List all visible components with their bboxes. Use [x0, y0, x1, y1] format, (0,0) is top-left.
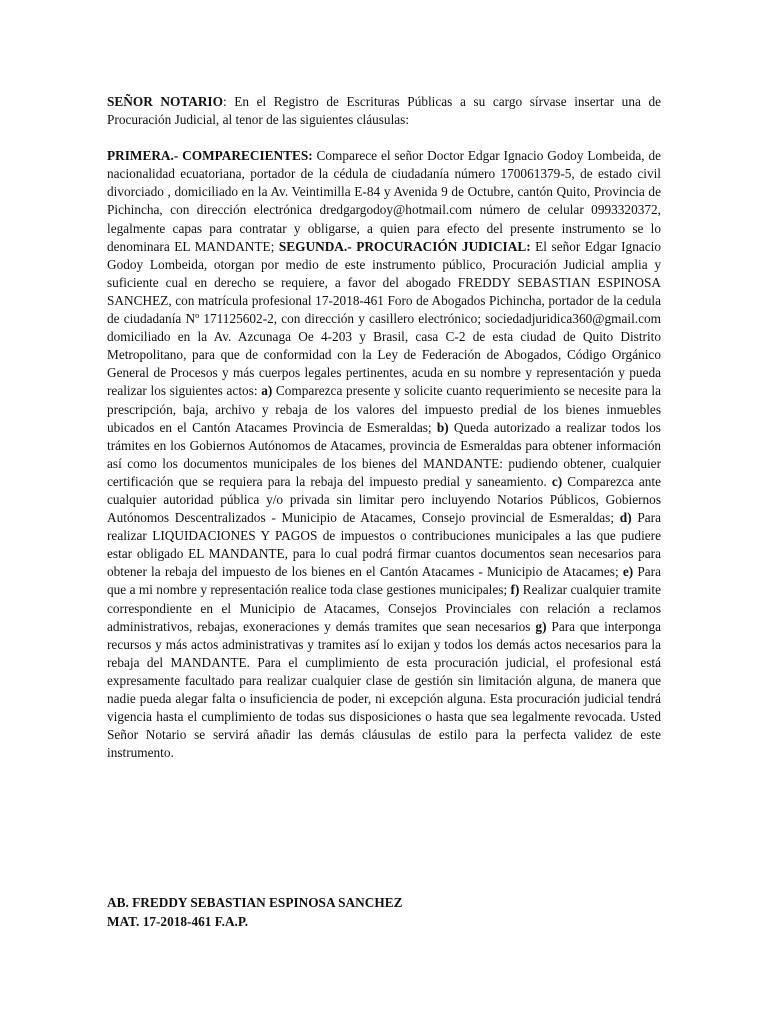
item-g-label: g): [535, 618, 547, 634]
item-a-text: Comparezca presente y solicite cuanto requerimiento se necesite para la prescripción, baja, archivo y rebaja de los valores del impuesto predial de los bienes inmuebles ubicados en el Cantón Atacames Provincia de Esmeraldas;: [107, 383, 661, 435]
primera-text: Comparece el señor Doctor Edgar Ignacio Godoy Lombeida, de nacionalidad ecuatoriana, portador de la cédula de ciudadanía número 170061379-5, de estado civil divorciado , domiciliado en la Av. Veintimilla E-84 y Avenida 9 de Octubre, cantón Quito, Provincia de Pichincha, con dirección electrónica dredgargodoy@hotmail.com número de celular 0993320372, legalmente capas para contratar y obligarse, a quien para efecto del presente instrumento se lo denominara EL MANDANTE;: [107, 148, 661, 254]
intro-paragraph: [107, 93, 661, 129]
item-e-label: e): [622, 564, 634, 580]
item-b-text: Queda autorizado a realizar todos los trámites en los Gobiernos Autónomos de Atacames, provincia de Esmeraldas para obtener información así como los documentos municipales de los bienes del MANDANTE: pudiendo obtener, cualquier certificación que se requiera para la rebaja del impuesto predial y saneamiento.: [107, 419, 661, 489]
primera-heading: PRIMERA.- COMPARECIENTES:: [107, 148, 313, 164]
clauses-paragraph: [107, 147, 661, 762]
signature-name: AB. FREDDY SEBASTIAN ESPINOSA SANCHEZ: [107, 895, 403, 910]
item-c-label: c): [551, 473, 563, 489]
item-d-label: d): [619, 510, 632, 526]
item-a-label: a): [261, 383, 273, 399]
item-g-text: Para que interponga recursos y más actos administrativas y tramites así lo exijan y todos los demás actos necesarios para la rebaja del MANDANTE. Para el cumplimiento de esta procuración judicial, el profesional está expresamente facultado para realizar cualquier clase de gestión sin limitación alguna, de manera que nadie pueda alegar falta o insuficiencia de poder, ni excepción alguna. Esta procuración judicial tendrá vigencia hasta el cumplimiento de todas sus disposiciones o hasta que sea legalmente revocada. Usted Señor Notario se servirá añadir las demás cláusulas de estilo para la perfecta validez de este instrumento.: [107, 618, 661, 761]
item-d-text: Para realizar LIQUIDACIONES Y PAGOS de impuestos o contribuciones municipales a las que pudiere estar obligado EL MANDANTE, para lo cual podrá firmar cuantos documentos sean necesarios para obtener la rebaja del impuesto de los bienes en el Cantón Atacames - Municipio de Atacames;: [107, 510, 662, 580]
signature-block: [107, 894, 661, 931]
signature-registration: MAT. 17-2018-461 F.A.P.: [107, 913, 249, 929]
intro-heading: SEÑOR NOTARIO: [107, 94, 223, 109]
intro-text: : En el Registro de Escrituras Públicas a su cargo sírvase insertar una de Procuración Judicial, al tenor de las siguientes cláusulas:: [107, 94, 662, 128]
item-b-label: b): [436, 419, 449, 435]
item-f-text: Realizar cualquier tramite correspondiente en el Municipio de Atacames, Consejos Provinciales con relación a reclamos administrativos, rebajas, exoneraciones y demás tramites que sean necesarios: [107, 582, 661, 634]
item-c-text: Comparezca ante cualquier autoridad pública y/o privada sin limitar pero incluyendo Notarios Públicos, Gobiernos Autónomos Descentralizados - Municipio de Atacames, Consejo provincial de Esmeraldas;: [107, 473, 661, 526]
document-body: [107, 93, 661, 762]
segunda-text: El señor Edgar Ignacio Godoy Lombeida, otorgan por medio de este instrumento público, Procuración Judicial amplia y suficiente cual en derecho se requiere, a favor del abogado FREDDY SEBASTIAN ESPINOSA SANCHEZ, con matrícula profesional 17-2018-461 Foro de Abogados Pichincha, portador de la cedula de ciudadanía Nº 171125602-2, con dirección y casillero electrónico; sociedadjuridica360@gmail.com domiciliado en la Av. Azcunaga Oe 4-203 y Brasil, casa C-2 de esta ciudad de Quito Distrito Metropolitano, para que de conformidad con la Ley de Federación de Abogados, Código Orgánico General de Procesos y más cuerpos legales pertinentes, acuda en su nombre y representación y pueda realizar los siguientes actos:: [107, 238, 662, 399]
segunda-heading: SEGUNDA.- PROCURACIÓN JUDICIAL:: [278, 238, 531, 254]
item-f-label: f): [510, 582, 520, 598]
item-e-text: Para que a mi nombre y representación realice toda clase gestiones municipales;: [107, 564, 662, 598]
